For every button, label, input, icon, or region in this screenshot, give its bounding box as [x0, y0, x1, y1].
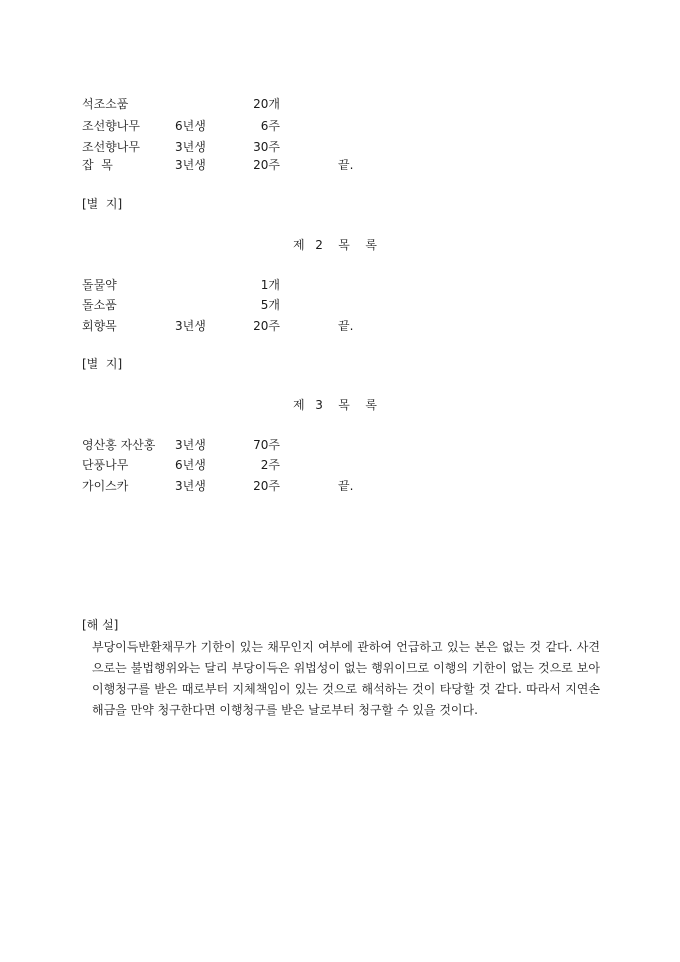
- item-name: 조선향나무: [82, 140, 140, 154]
- item-age: 3년생: [175, 140, 206, 154]
- item-quantity: 20주: [253, 319, 280, 333]
- item-end-mark: 끝.: [338, 158, 354, 172]
- list-item: [0, 456, 680, 474]
- item-name: 조선향나무: [82, 119, 140, 133]
- item-quantity: 5개: [260, 298, 280, 312]
- item-quantity: 1개: [260, 278, 280, 292]
- list-item: [0, 156, 680, 174]
- appendix-label: [별 지]: [82, 357, 123, 371]
- item-quantity: 20개: [253, 97, 280, 111]
- list-item: [0, 296, 680, 314]
- list-item: [0, 117, 680, 135]
- item-age: 3년생: [175, 479, 206, 493]
- list-item: [0, 317, 680, 335]
- appendix-label: [별 지]: [82, 197, 123, 211]
- item-name: 단풍나무: [82, 458, 129, 472]
- item-name: 가이스카: [82, 479, 129, 493]
- item-name: 석조소품: [82, 97, 129, 111]
- item-quantity: 2주: [260, 458, 280, 472]
- item-quantity: 6주: [260, 119, 280, 133]
- list-item: [0, 276, 680, 294]
- item-end-mark: 끝.: [338, 319, 354, 333]
- section-heading: 제 3 목 록: [293, 398, 378, 412]
- item-quantity: 20주: [253, 479, 280, 493]
- item-name: 돌소품: [82, 298, 117, 312]
- item-end-mark: 끝.: [338, 479, 354, 493]
- item-age: 6년생: [175, 119, 206, 133]
- list-item: [0, 436, 680, 454]
- section-heading: 제 2 목 록: [293, 238, 378, 252]
- commentary-body: 부당이득반환채무가 기한이 있는 채무인지 여부에 관하여 언급하고 있는 본은 없는 것 같다. 사견으로는 불법행위와는 달리 부당이득은 위법성이 없는 행위이므로 이행의 기한이 없는 것으로 보아 이행청구를 받은 때로부터 지체책임이 있는 것으로 해석하는 것이 타당할 것 같다. 따라서 지연손해금을 만약 청구한다면 이행청구를 받은 날로부터 청구할 수 있을 것이다.: [92, 640, 600, 717]
- commentary-title: [해 설]: [82, 618, 119, 632]
- list-item: [0, 138, 680, 156]
- item-name: 돌물약: [82, 278, 117, 292]
- item-age: 3년생: [175, 438, 206, 452]
- list-item: [0, 477, 680, 495]
- item-age: 3년생: [175, 319, 206, 333]
- item-quantity: 20주: [253, 158, 280, 172]
- item-age: 3년생: [175, 158, 206, 172]
- item-quantity: 70주: [253, 438, 280, 452]
- list-item: [0, 95, 680, 113]
- item-quantity: 30주: [253, 140, 280, 154]
- item-name: 잡 목: [82, 158, 113, 172]
- item-age: 6년생: [175, 458, 206, 472]
- item-name: 영산홍 자산홍: [82, 438, 156, 452]
- item-name: 회향목: [82, 319, 117, 333]
